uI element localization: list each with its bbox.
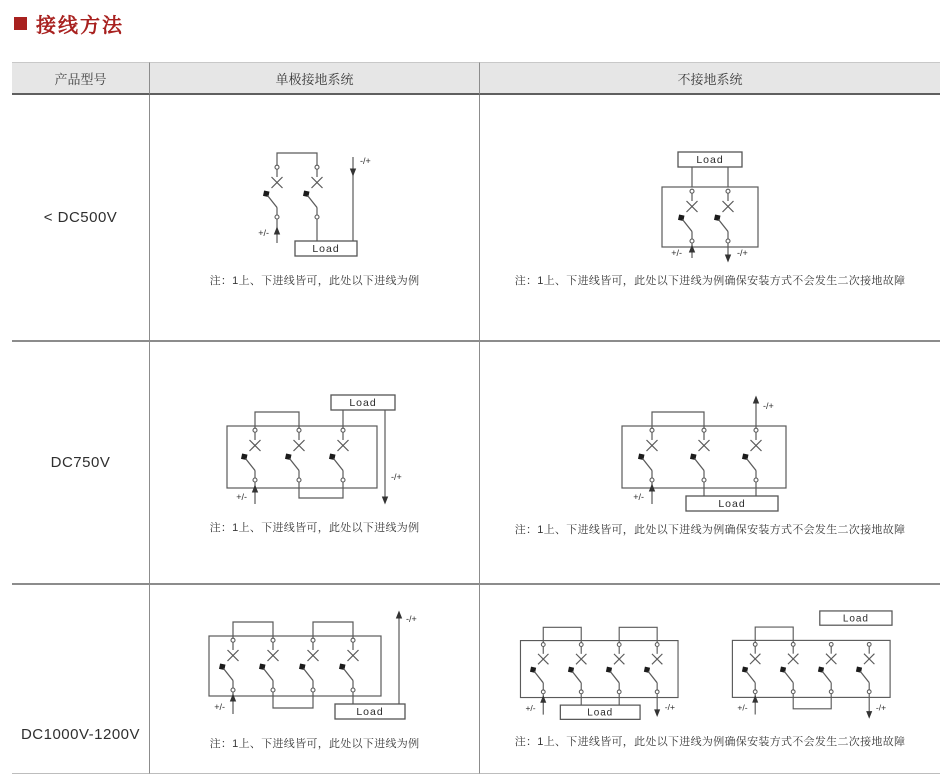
load-box	[560, 706, 640, 720]
polarity-label: -/+	[359, 155, 371, 166]
polarity-label: +/-	[737, 703, 748, 714]
column-header-grounded-system: 单极接地系统	[150, 62, 480, 95]
dual-diagram-group	[509, 608, 911, 726]
polarity-label: +/-	[213, 702, 225, 713]
page-title: 接线方法	[36, 14, 124, 37]
load-box	[295, 241, 357, 256]
polarity-label: -/+	[664, 702, 675, 713]
circuit-diagram-dc500v-grounded	[235, 147, 395, 265]
load-box	[678, 152, 742, 167]
breaker-enclosure	[732, 641, 890, 698]
load-box	[686, 496, 778, 511]
breaker-enclosure	[209, 636, 381, 696]
cell-dc1000v-ungrounded	[480, 583, 940, 774]
feed-arrow-icon	[273, 226, 279, 234]
load-label: Load	[842, 613, 869, 625]
circuit-diagram-dc1000v-grounded	[195, 606, 435, 728]
circuit-diagram-dc750v-grounded	[209, 390, 421, 512]
model-label-dc750v: DC750V	[12, 340, 150, 583]
feed-arrow-icon	[866, 712, 872, 720]
cell-dc750v-ungrounded	[480, 340, 940, 583]
circuit-diagram-dc500v-ungrounded	[626, 147, 794, 265]
polarity-label: -/+	[405, 614, 417, 625]
feed-arrow-icon	[381, 496, 387, 504]
cell-dc1000v-grounded	[150, 583, 480, 774]
load-box	[335, 704, 405, 719]
polarity-label: +/-	[633, 491, 644, 502]
column-header-ungrounded-system: 不接地系统	[480, 62, 940, 95]
feed-arrow-icon	[229, 694, 235, 702]
feed-arrow-icon	[725, 254, 731, 262]
polarity-label: -/+	[763, 400, 774, 411]
model-label-dc1000v: DC1000V-1200V	[12, 583, 150, 774]
wiring-note: 注：1上、下进线皆可，此处以下进线为例确保安装方式不会发生二次接地故障	[514, 274, 906, 287]
wiring-method-table	[12, 62, 940, 774]
breaker-enclosure	[520, 641, 678, 698]
polarity-label: +/-	[671, 247, 682, 258]
load-label: Load	[348, 396, 377, 409]
polarity-label: +/-	[235, 491, 247, 502]
wiring-note: 注：1上、下进线皆可，此处以下进线为例	[209, 274, 420, 287]
breaker-enclosure	[227, 426, 377, 488]
circuit-diagram-dc750v-ungrounded	[604, 388, 816, 514]
feed-arrow-icon	[752, 695, 758, 703]
polarity-label: -/+	[737, 247, 748, 258]
model-label-dc500v: < DC500V	[12, 95, 150, 340]
load-label: Load	[355, 706, 384, 719]
cell-dc500v-ungrounded	[480, 95, 940, 340]
breaker-enclosure	[662, 187, 758, 247]
feed-arrow-icon	[753, 395, 759, 403]
load-label: Load	[718, 497, 746, 510]
polarity-label: +/-	[525, 703, 536, 714]
polarity-label: +/-	[257, 227, 269, 238]
wiring-note: 注：1上、下进线皆可，此处以下进线为例	[209, 521, 420, 534]
feed-arrow-icon	[395, 611, 401, 619]
section-bullet-icon	[14, 17, 27, 30]
column-header-model: 产品型号	[12, 62, 150, 95]
cell-dc500v-grounded	[150, 95, 480, 340]
load-box	[820, 611, 892, 625]
polarity-label: -/+	[875, 703, 887, 714]
section-header	[14, 10, 951, 36]
cell-dc750v-grounded	[150, 340, 480, 583]
circuit-diagram-dc1000v-ungrounded-a	[509, 614, 699, 726]
load-label: Load	[696, 153, 724, 166]
load-box	[331, 395, 395, 410]
feed-arrow-icon	[689, 244, 695, 252]
wiring-note: 注：1上、下进线皆可，此处以下进线为例确保安装方式不会发生二次接地故障	[514, 736, 906, 749]
feed-arrow-icon	[349, 168, 355, 176]
circuit-diagram-dc1000v-ungrounded-b	[721, 608, 911, 726]
wiring-note: 注：1上、下进线皆可，此处以下进线为例	[209, 738, 420, 751]
feed-arrow-icon	[654, 710, 660, 718]
feed-arrow-icon	[540, 696, 546, 704]
wiring-note: 注：1上、下进线皆可，此处以下进线为例确保安装方式不会发生二次接地故障	[514, 523, 906, 536]
polarity-label: -/+	[390, 471, 402, 482]
load-label: Load	[311, 242, 340, 255]
load-label: Load	[587, 707, 614, 719]
